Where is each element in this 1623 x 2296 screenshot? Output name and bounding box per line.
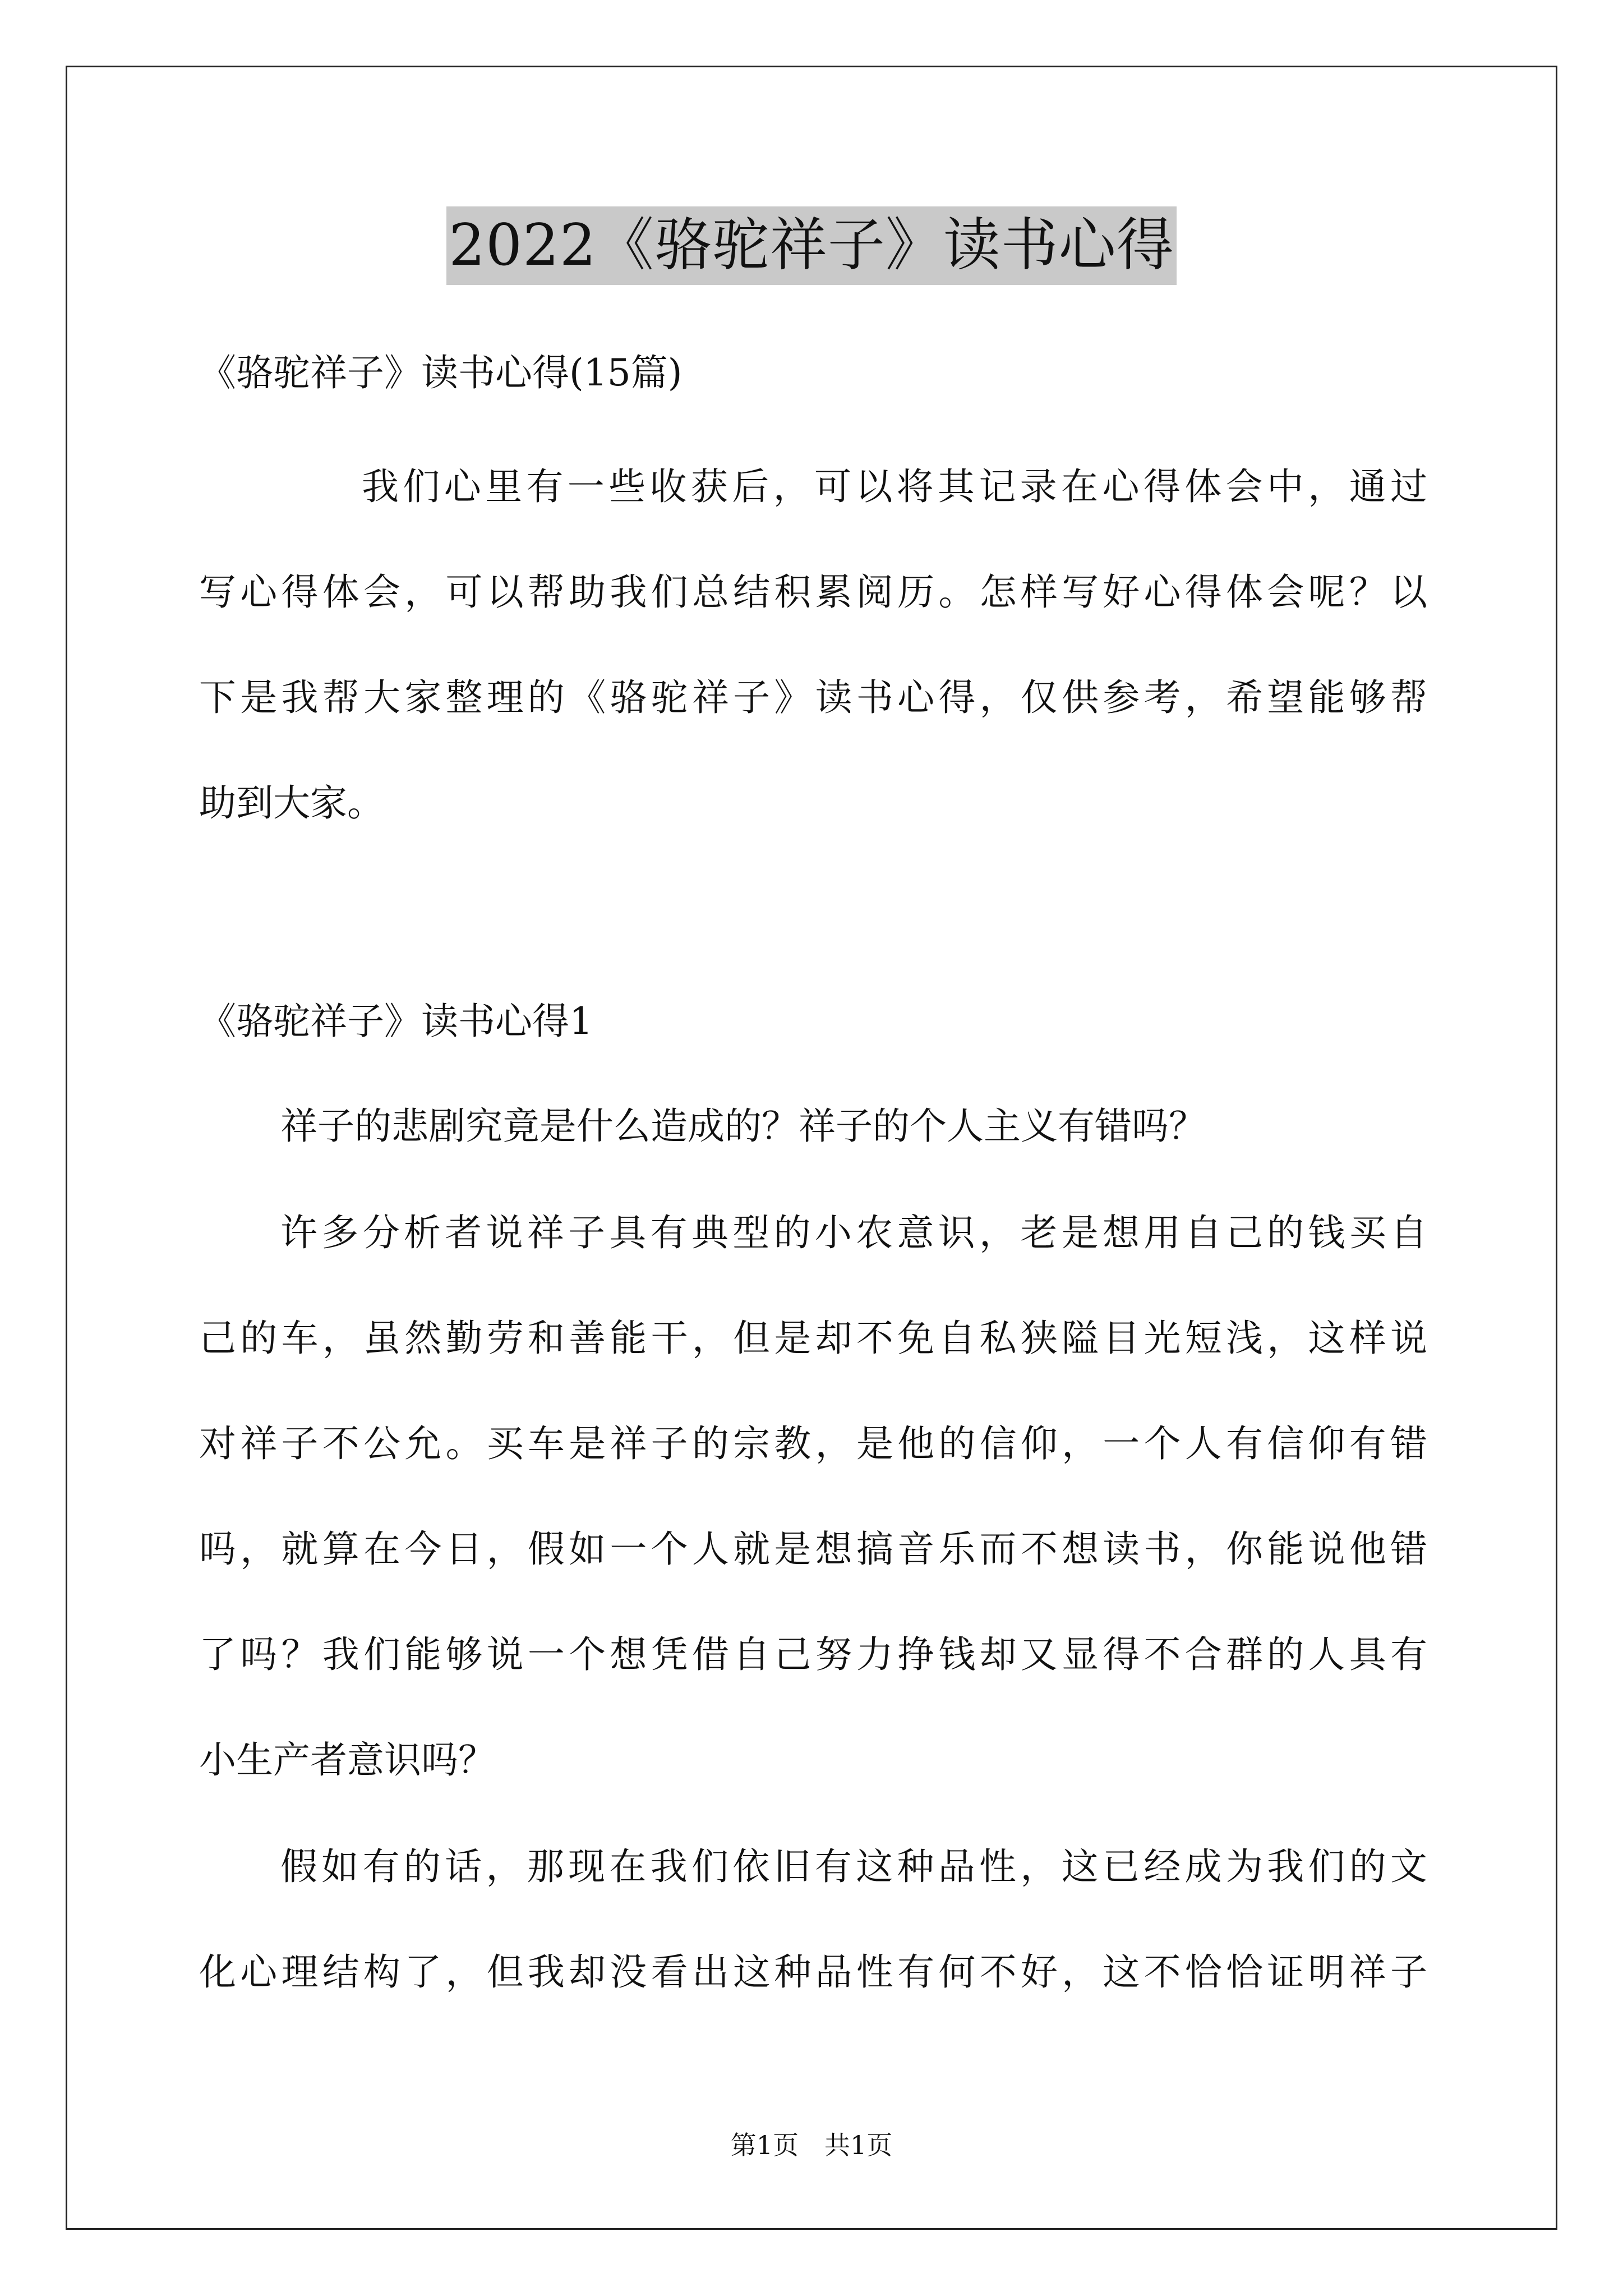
paragraph-line: 了吗？我们能够说一个想凭借自己努力挣钱却又显得不合群的人具有 <box>199 1633 1427 1676</box>
paragraph-line: 化心理结构了，但我却没看出这种品性有何不好，这不恰恰证明祥子 <box>199 1950 1427 1994</box>
paragraph-line: 己的车，虽然勤劳和善能干，但是却不免自私狭隘目光短浅，这样说 <box>199 1317 1427 1360</box>
title-container <box>0 206 1623 285</box>
intro-line: 写心得体会，可以帮助我们总结积累阅历。怎样写好心得体会呢？以 <box>199 570 1427 614</box>
intro-line: 下是我帮大家整理的《骆驼祥子》读书心得，仅供参考，希望能够帮 <box>199 676 1427 719</box>
document-title: 2022《骆驼祥子》读书心得 <box>446 206 1177 285</box>
page-number: 第1页 共1页 <box>730 2130 893 2160</box>
intro-line: 助到大家。 <box>199 781 384 825</box>
document-subtitle: 《骆驼祥子》读书心得(15篇) <box>199 351 683 394</box>
paragraph-line: 对祥子不公允。买车是祥子的宗教，是他的信仰，一个人有信仰有错 <box>199 1422 1427 1465</box>
paragraph-line: 小生产者意识吗？ <box>199 1738 495 1782</box>
intro-line: 我们心里有一些收获后，可以将其记录在心得体会中，通过 <box>362 465 1427 508</box>
paragraph-line: 假如有的话，那现在我们依旧有这种品性，这已经成为我们的文 <box>280 1845 1427 1888</box>
section-question: 祥子的悲剧究竟是什么造成的？祥子的个人主义有错吗？ <box>280 1105 1206 1148</box>
paragraph-line: 吗，就算在今日，假如一个人就是想搞音乐而不想读书，你能说他错 <box>199 1527 1427 1571</box>
section-heading: 《骆驼祥子》读书心得1 <box>199 1000 593 1043</box>
paragraph-line: 许多分析者说祥子具有典型的小农意识，老是想用自己的钱买自 <box>280 1211 1427 1254</box>
